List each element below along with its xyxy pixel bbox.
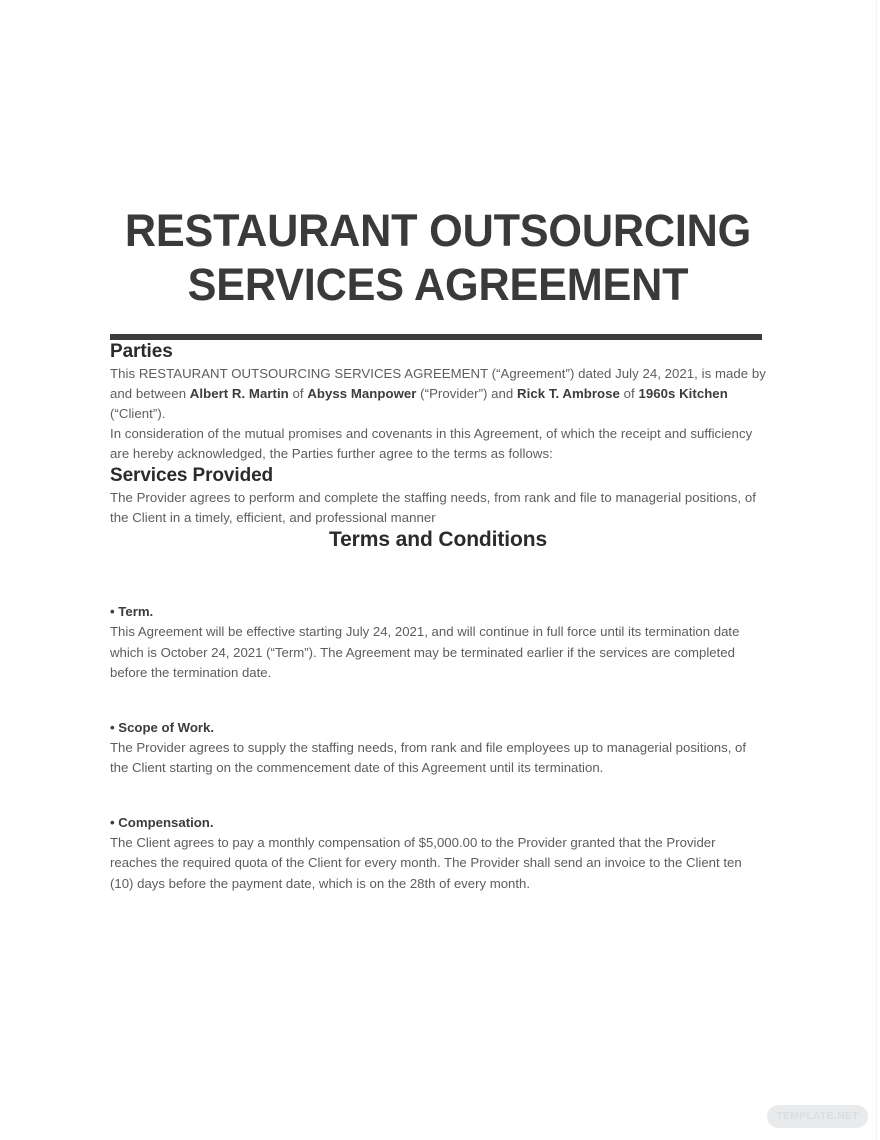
provider-name: Albert R. Martin [189,386,289,401]
clause-body: The Client agrees to pay a monthly compensation of $5,000.00 to the Provider granted that the Provider reaches the required quota of the Client for every month. The Provider shall send an invoice to the Client ten (10) days before the payment date, which is on the 28th of every month. [110,834,742,891]
document-title-line-1: RESTAURANT OUTSOURCING [124,205,752,256]
document-title-line-2: SERVICES AGREEMENT [187,259,689,310]
clause-title: • Scope of Work. [110,719,215,735]
clause-compensation [110,813,766,895]
template-watermark-badge [767,1105,868,1128]
clause-title: • Term. [110,604,154,619]
clause-term [110,602,766,684]
parties-text-part-1: This RESTAURANT OUTSOURCING SERVICES AGREEMENT (“Agreement”) dated July 24, 2021, is made by and between [110,366,766,401]
parties-paragraph-2: In consideration of the mutual promises and covenants in this Agreement, of which the receipt and sufficiency are hereby acknowledged, the Parties further agree to the terms as follows: [110,426,753,461]
parties-text-part-4: of [619,386,639,401]
client-name: Rick T. Ambrose [517,386,620,401]
document-content [110,0,766,894]
section-services-provided [110,464,766,528]
parties-text-part-3: (“Provider”) and [416,386,518,401]
services-provided-paragraph: The Provider agrees to perform and complete the staffing needs, from rank and file to managerial positions, of the Client in a timely, efficient, and professional manner [110,490,756,525]
clause-body: This Agreement will be effective starting July 24, 2021, and will continue in full force until its termination date which is October 24, 2021 (“Term”). The Agreement may be terminated earlier if the services are completed before the termination date. [110,624,740,680]
clause-title: • Compensation. [110,814,214,830]
clause-scope-of-work [110,718,766,779]
section-terms-and-conditions [110,528,766,894]
terms-and-conditions-heading: Terms and Conditions [328,528,548,551]
services-provided-heading: Services Provided [110,465,274,486]
page-title [123,0,753,312]
section-parties [110,340,766,464]
client-company: 1960s Kitchen [638,386,728,401]
parties-paragraph-1 [110,364,766,424]
parties-heading: Parties [110,341,173,362]
clause-body: The Provider agrees to supply the staffing needs, from rank and file employees up to managerial positions, of the Client starting on the commencement date of this Agreement until its termination. [110,739,747,775]
parties-text-part-5: (“Client”). [110,406,166,421]
provider-company: Abyss Manpower [307,386,417,401]
page-edge-divider [876,0,877,1140]
watermark-label: TEMPLATE.NET [776,1110,859,1123]
parties-text-part-2: of [288,386,308,401]
